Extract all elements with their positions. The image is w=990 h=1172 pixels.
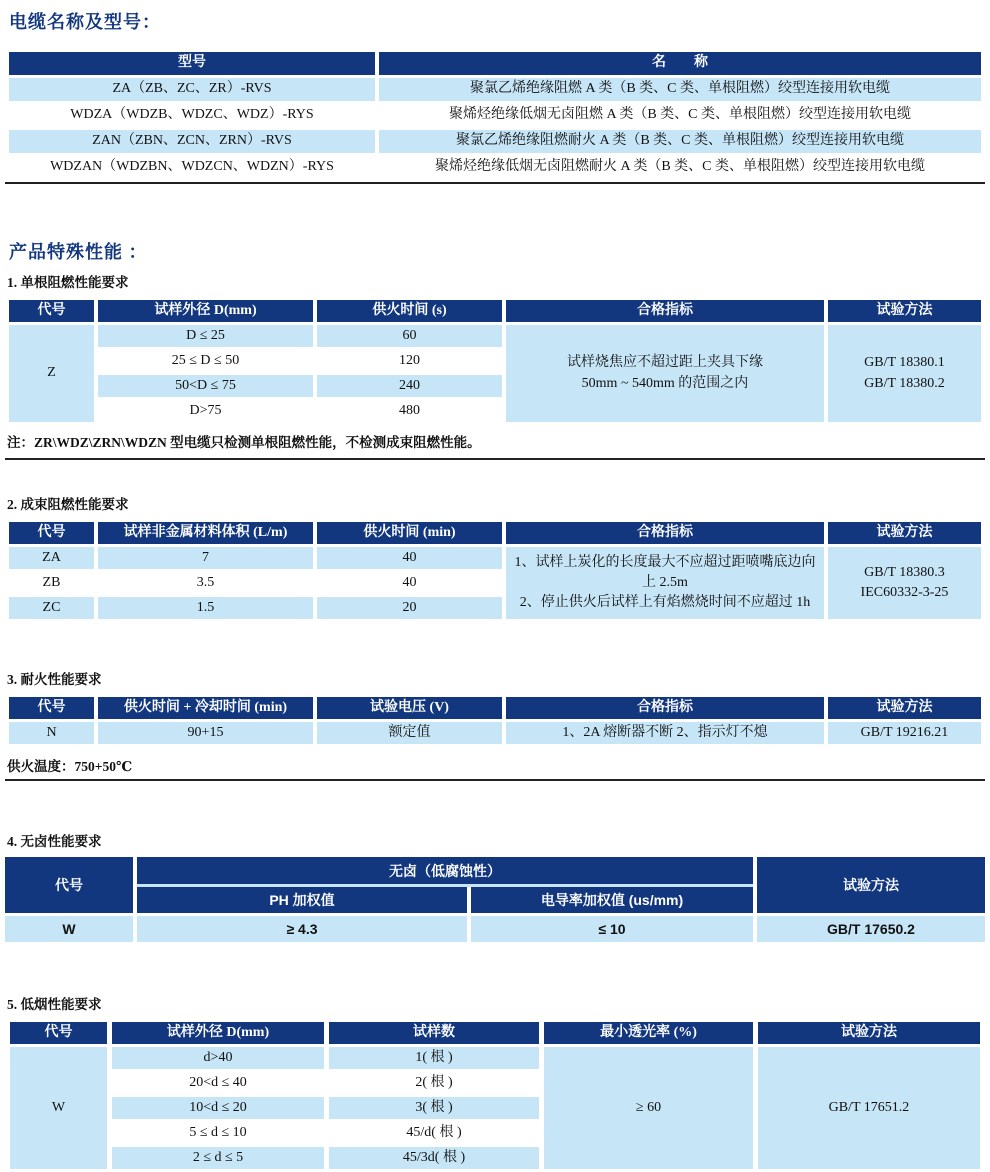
cell-name: 聚氯乙烯绝缘阻燃 A 类（B 类、C 类、单根阻燃）绞型连接用软电缆: [379, 78, 981, 101]
cell-time: 90+15: [98, 722, 313, 744]
cable-type-table-wrap: [5, 49, 985, 184]
col-header-diameter: 试样外径 D(mm): [112, 1022, 324, 1044]
cell-volume: 1.5: [98, 597, 313, 619]
col-header-method: 试验方法: [757, 857, 985, 913]
col-header-diameter: 试样外径 D(mm): [98, 300, 313, 322]
cell-model: ZAN（ZBN、ZCN、ZRN）-RVS: [9, 130, 375, 153]
col-header-code: 代号: [5, 857, 133, 913]
cell-model: WDZA（WDZB、WDZC、WDZ）-RYS: [9, 104, 375, 127]
header-row: [9, 522, 981, 544]
cell-count: 3( 根 ): [329, 1097, 539, 1119]
section-5-label: 5. 低烟性能要求: [7, 997, 102, 1012]
col-header-code: 代号: [9, 300, 94, 322]
cell-diameter: d>40: [112, 1047, 324, 1069]
table-row: [9, 547, 981, 569]
table-row: [9, 78, 981, 101]
bunched-flame-retardant-table: [5, 519, 985, 622]
cell-time: 60: [317, 325, 502, 347]
cell-count: 2( 根 ): [329, 1072, 539, 1094]
page-title-special-performance: 产品特殊性能 ：: [9, 242, 148, 262]
table-row: [9, 104, 981, 127]
col-header-code: 代号: [10, 1022, 107, 1044]
cell-criteria: 1、试样上炭化的长度最大不应超过距喷嘴底边向上 2.5m 2、停止供火后试样上有焰燃烧时间不应超过 1h: [506, 547, 824, 619]
cell-method: GB/T 17650.2: [757, 916, 985, 942]
col-header-criteria: 合格指标: [506, 697, 824, 719]
table-row: [9, 325, 981, 347]
section-3-note: 供火温度：750+50℃: [7, 759, 133, 774]
header-row: [9, 300, 981, 322]
col-header-volume: 试样非金属材料体积 (L/m): [98, 522, 313, 544]
col-header-count: 试样数: [329, 1022, 539, 1044]
table-row: [9, 156, 981, 179]
col-header-time: 供火时间 (s): [317, 300, 502, 322]
halogen-free-table: [5, 857, 985, 942]
single-flame-retardant-table: [5, 297, 985, 425]
cell-method: GB/T 18380.3 IEC60332-3-25: [828, 547, 981, 619]
cell-conductivity: ≤ 10: [471, 916, 753, 942]
section-1-label: 1. 单根阻燃性能要求: [7, 275, 129, 290]
cell-diameter: 25 ≤ D ≤ 50: [98, 350, 313, 372]
cell-count: 45/3d( 根 ): [329, 1147, 539, 1169]
table-row: [9, 130, 981, 153]
cell-code: W: [5, 916, 133, 942]
col-header-method: 试验方法: [828, 300, 981, 322]
divider-rule: [5, 779, 985, 781]
col-header-name: 名 称: [379, 52, 981, 75]
cell-voltage: 额定值: [317, 722, 502, 744]
col-header-conductivity: 电导率加权值 (us/mm): [471, 887, 753, 913]
cell-criteria: 试样烧焦应不超过距上夹具下缘 50mm ~ 540mm 的范围之内: [506, 325, 824, 422]
col-header-model: 型号: [9, 52, 375, 75]
cell-code: ZB: [9, 572, 94, 594]
cable-type-table: [5, 49, 985, 182]
cell-time: 480: [317, 400, 502, 422]
cell-diameter: 2 ≤ d ≤ 5: [112, 1147, 324, 1169]
cell-time: 40: [317, 572, 502, 594]
cell-time: 240: [317, 375, 502, 397]
col-header-transmittance: 最小透光率 (%): [544, 1022, 753, 1044]
col-header-code: 代号: [9, 697, 94, 719]
cell-diameter: 10<d ≤ 20: [112, 1097, 324, 1119]
cell-name: 聚烯烃绝缘低烟无卤阻燃 A 类（B 类、C 类、单根阻燃）绞型连接用软电缆: [379, 104, 981, 127]
fire-resistance-table: [5, 694, 985, 747]
col-header-time: 供火时间 + 冷却时间 (min): [98, 697, 313, 719]
cell-diameter: D>75: [98, 400, 313, 422]
section-2-label: 2. 成束阻燃性能要求: [7, 497, 129, 512]
cell-transmittance: ≥ 60: [544, 1047, 753, 1169]
cell-volume: 7: [98, 547, 313, 569]
cell-count: 1( 根 ): [329, 1047, 539, 1069]
table-row: [10, 1047, 980, 1069]
col-header-time: 供火时间 (min): [317, 522, 502, 544]
cell-volume: 3.5: [98, 572, 313, 594]
cell-diameter: 50<D ≤ 75: [98, 375, 313, 397]
table-row: [9, 722, 981, 744]
cell-code: ZA: [9, 547, 94, 569]
col-header-method: 试验方法: [828, 522, 981, 544]
section-1-note: 注：ZR\WDZ\ZRN\WDZN 型电缆只检测单根阻燃性能，不检测成束阻燃性能。: [7, 435, 481, 450]
cell-method: GB/T 18380.1 GB/T 18380.2: [828, 325, 981, 422]
cell-time: 120: [317, 350, 502, 372]
cell-code: Z: [9, 325, 94, 422]
col-header-method: 试验方法: [758, 1022, 980, 1044]
section-4-label: 4. 无卤性能要求: [7, 834, 102, 849]
header-row: [9, 697, 981, 719]
section-3-label: 3. 耐火性能要求: [7, 672, 102, 687]
cell-diameter: 5 ≤ d ≤ 10: [112, 1122, 324, 1144]
col-header-halogen-group: 无卤（低腐蚀性）: [137, 857, 753, 884]
cell-method: GB/T 19216.21: [828, 722, 981, 744]
col-header-method: 试验方法: [828, 697, 981, 719]
col-header-criteria: 合格指标: [506, 522, 824, 544]
header-row: [9, 52, 981, 75]
low-smoke-table: [5, 1019, 985, 1172]
page-title-cable-names: 电缆名称及型号：: [9, 12, 161, 32]
cell-method: GB/T 17651.2: [758, 1047, 980, 1169]
cell-diameter: 20<d ≤ 40: [112, 1072, 324, 1094]
cell-code: ZC: [9, 597, 94, 619]
col-header-criteria: 合格指标: [506, 300, 824, 322]
cell-code: W: [10, 1047, 107, 1169]
cell-code: N: [9, 722, 94, 744]
col-header-ph: PH 加权值: [137, 887, 467, 913]
cell-time: 40: [317, 547, 502, 569]
cell-time: 20: [317, 597, 502, 619]
cell-name: 聚氯乙烯绝缘阻燃耐火 A 类（B 类、C 类、单根阻燃）绞型连接用软电缆: [379, 130, 981, 153]
col-header-code: 代号: [9, 522, 94, 544]
cell-diameter: D ≤ 25: [98, 325, 313, 347]
cell-criteria: 1、2A 熔断器不断 2、指示灯不熄: [506, 722, 824, 744]
col-header-voltage: 试验电压 (V): [317, 697, 502, 719]
divider-rule: [5, 458, 985, 460]
cell-name: 聚烯烃绝缘低烟无卤阻燃耐火 A 类（B 类、C 类、单根阻燃）绞型连接用软电缆: [379, 156, 981, 179]
cell-model: WDZAN（WDZBN、WDZCN、WDZN）-RYS: [9, 156, 375, 179]
cell-model: ZA（ZB、ZC、ZR）-RVS: [9, 78, 375, 101]
header-row: [10, 1022, 980, 1044]
cell-ph: ≥ 4.3: [137, 916, 467, 942]
cell-count: 45/d( 根 ): [329, 1122, 539, 1144]
